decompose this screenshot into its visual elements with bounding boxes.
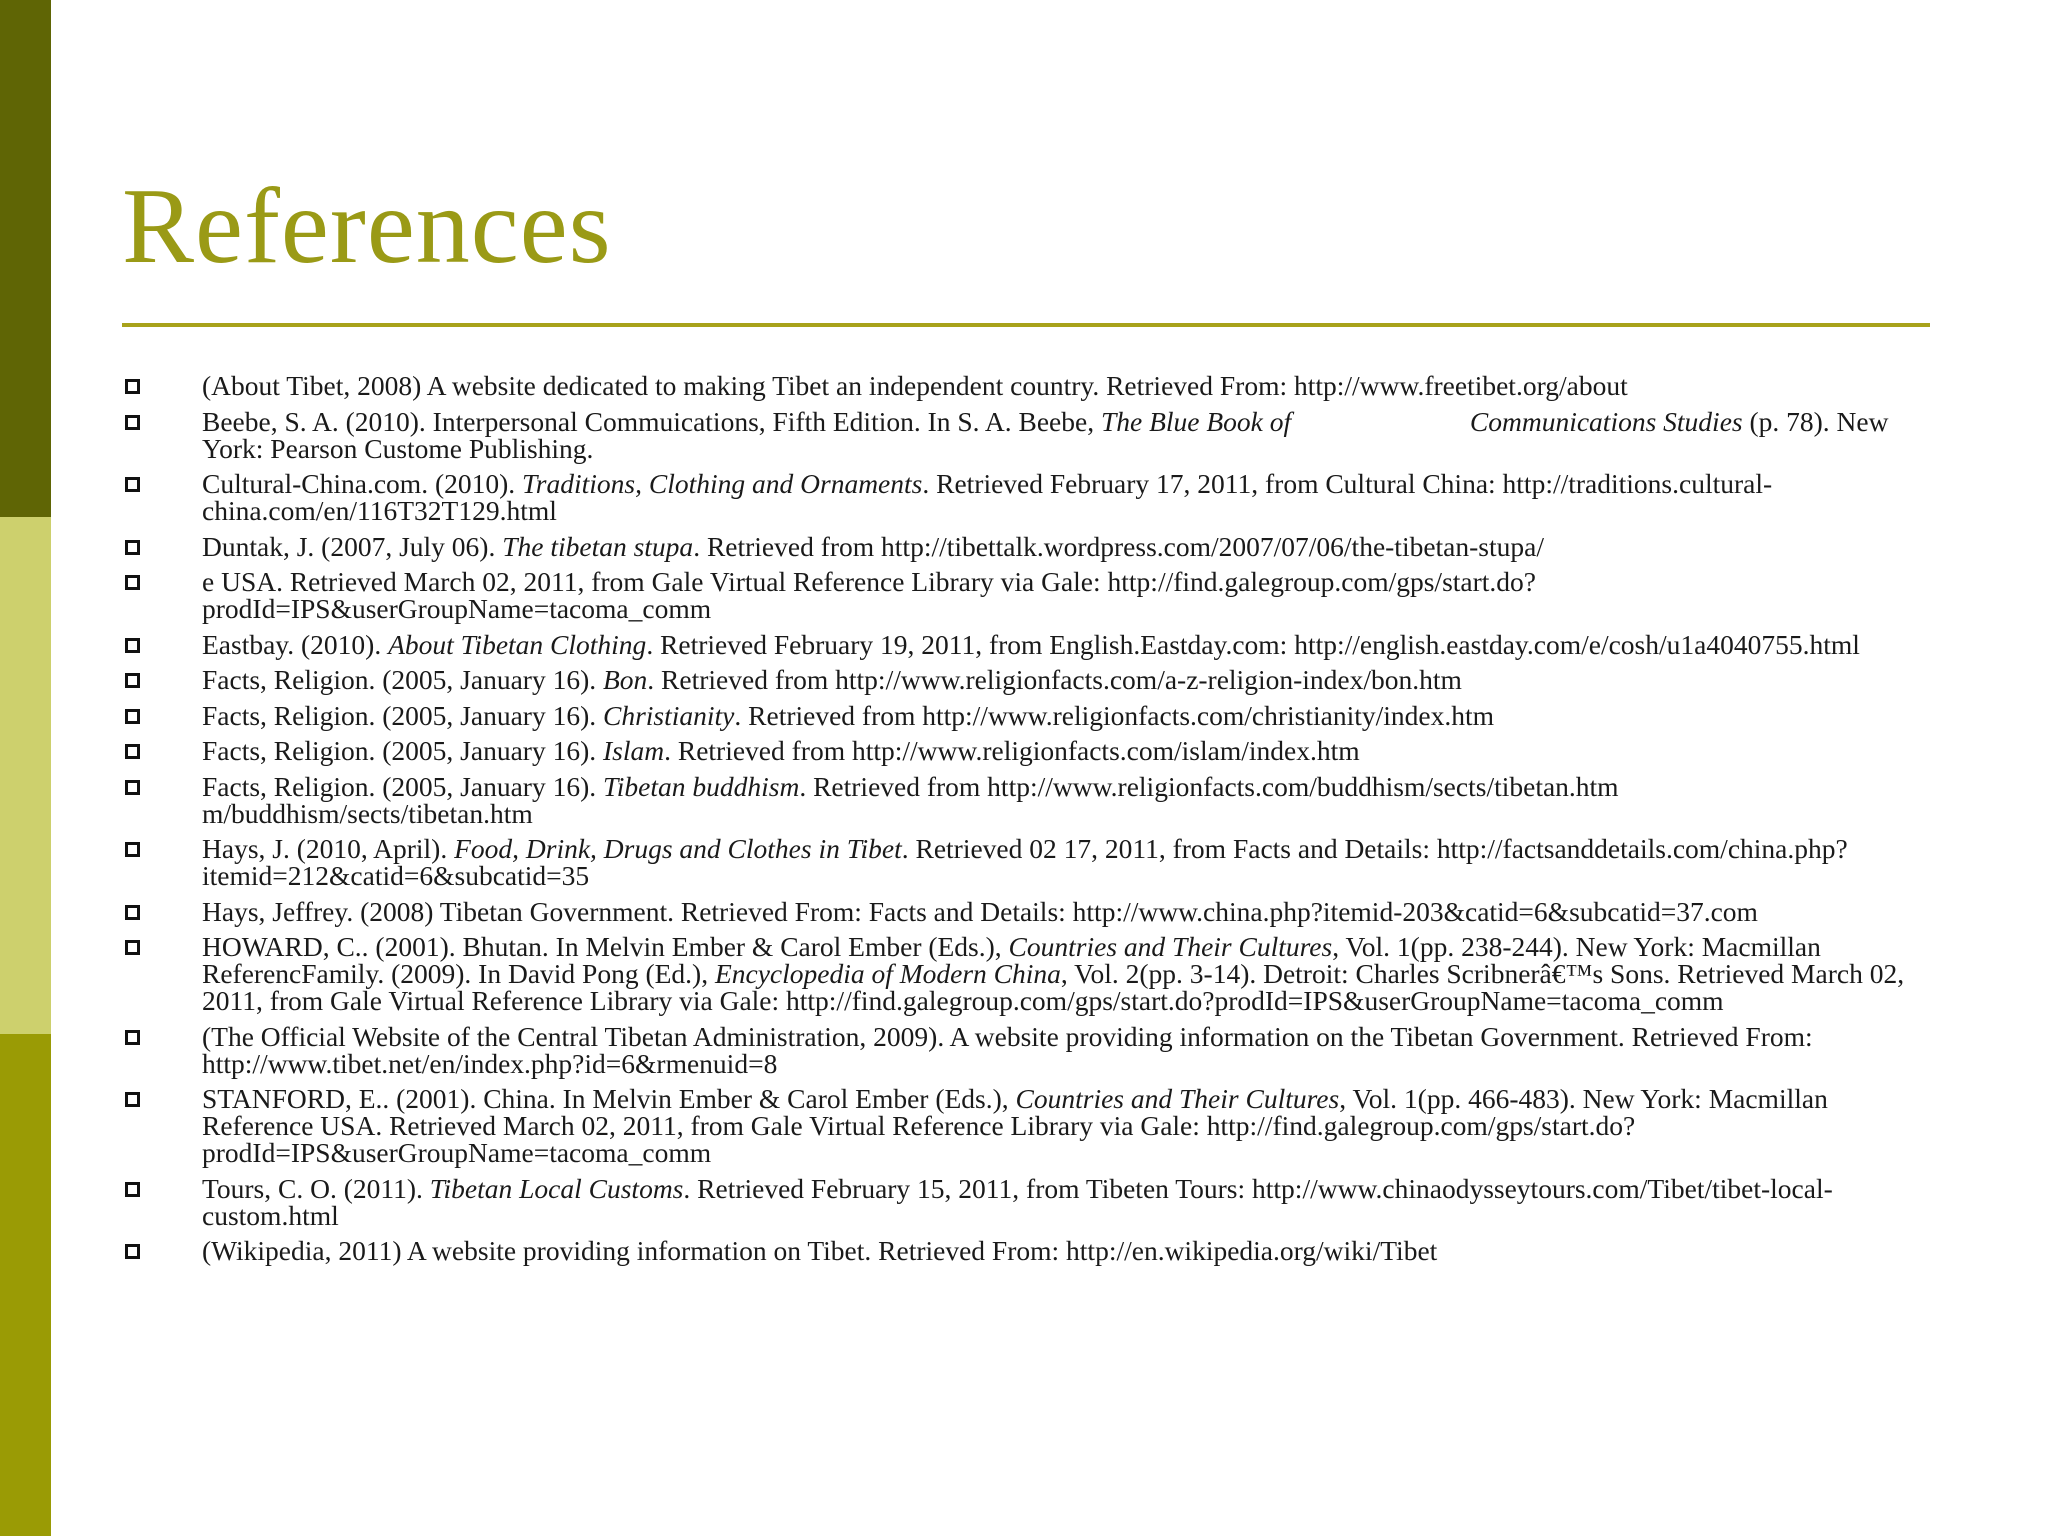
- square-bullet-icon: [125, 1182, 140, 1197]
- reference-text: Beebe, S. A. (2010). Interpersonal Commuications, Fifth Edition. In S. A. Beebe, The Blue Book of Communications Studies (p. 78). New York: Pearson Custome Publishing.: [202, 405, 1889, 464]
- reference-text: Cultural-China.com. (2010). Traditions, Clothing and Ornaments. Retrieved February 17, 2011, from Cultural China: http://traditions.cultural-china.com/en/116T32T129.html: [202, 468, 1773, 526]
- reference-text: (The Official Website of the Central Tibetan Administration, 2009). A website providing information on the Tibetan Government. Retrieved From: http://www.tibet.net/en/index.php?id=6&rmenuid=8: [202, 1020, 1813, 1079]
- sidebar-accent-middle: [0, 517, 51, 1034]
- reference-item: [118, 372, 1936, 399]
- square-bullet-icon: [125, 540, 140, 555]
- square-bullet-icon: [125, 673, 140, 688]
- square-bullet-icon: [125, 1244, 140, 1259]
- square-bullet-icon: [125, 415, 140, 430]
- reference-item: [118, 895, 1936, 927]
- reference-item: [118, 933, 1936, 1014]
- reference-item: [118, 666, 1936, 693]
- square-bullet-icon: [125, 575, 140, 590]
- sidebar-accent-bottom: [0, 1034, 51, 1536]
- reference-text: Facts, Religion. (2005, January 16). Bon. Retrieved from http://www.religionfacts.com/a-z-religion-index/bon.htm: [202, 664, 1462, 695]
- reference-item: [118, 530, 1936, 562]
- reference-text: e USA. Retrieved March 02, 2011, from Gale Virtual Reference Library via Gale: http://find.galegroup.com/gps/start.do?prodId=IPS&userGroupName=tacoma_comm: [202, 566, 1536, 624]
- square-bullet-icon: [125, 905, 140, 920]
- reference-text: Facts, Religion. (2005, January 16). Christianity. Retrieved from http://www.religionfacts.com/christianity/index.htm: [202, 699, 1495, 731]
- reference-item: [118, 737, 1936, 764]
- reference-text: (Wikipedia, 2011) A website providing information on Tibet. Retrieved From: http://en.wikipedia.org/wiki/Tibet: [202, 1235, 1438, 1266]
- square-bullet-icon: [125, 842, 140, 857]
- square-bullet-icon: [125, 1092, 140, 1107]
- square-bullet-icon: [125, 1030, 140, 1045]
- square-bullet-icon: [125, 709, 140, 724]
- reference-text: Facts, Religion. (2005, January 16). Islam. Retrieved from http://www.religionfacts.com/islam/index.htm: [202, 735, 1360, 766]
- reference-text: Hays, Jeffrey. (2008) Tibetan Government. Retrieved From: Facts and Details: http://www.china.php?itemid-203&catid=6&subcatid=37.com: [202, 895, 1758, 927]
- reference-item: [118, 628, 1936, 660]
- square-bullet-icon: [125, 940, 140, 955]
- reference-list: [118, 372, 1936, 1273]
- square-bullet-icon: [125, 638, 140, 653]
- reference-item: [118, 770, 1936, 829]
- reference-item: [118, 470, 1936, 524]
- reference-text: HOWARD, C.. (2001). Bhutan. In Melvin Ember & Carol Ember (Eds.), Countries and Their Cultures, Vol. 1(pp. 238-244). New York: Macmillan ReferencFamily. (2009). In David Pong (Ed.), Encyclopedia of Modern China, Vol. 2(pp. 3-14). Detroit: Charles Scribnerâ€™s Sons. Retrieved March 02, 2011, from Gale Virtual Reference Library via Gale: http://find.galegroup.com/gps/start.do?prodId=IPS&userGroupName=tacoma_comm: [202, 931, 1905, 1016]
- reference-text: Tours, C. O. (2011). Tibetan Local Customs. Retrieved February 15, 2011, from Tibeten Tours: http://www.chinaodysseytours.com/Tibet/tibet-local-custom.html: [202, 1172, 1833, 1231]
- reference-item: [118, 1172, 1936, 1231]
- square-bullet-icon: [125, 477, 140, 492]
- reference-item: [118, 835, 1936, 889]
- reference-text: Hays, J. (2010, April). Food, Drink, Drugs and Clothes in Tibet. Retrieved 02 17, 2011, from Facts and Details: http://factsanddetails.com/china.php?itemid=212&catid=6&subcatid=35: [202, 833, 1848, 891]
- reference-item: [118, 405, 1936, 464]
- reference-item: [118, 1020, 1936, 1079]
- reference-item: [118, 699, 1936, 731]
- title-divider: [122, 323, 1930, 327]
- reference-text: (About Tibet, 2008) A website dedicated to making Tibet an independent country. Retrieved From: http://www.freetibet.org/about: [202, 370, 1628, 401]
- square-bullet-icon: [125, 780, 140, 795]
- square-bullet-icon: [125, 379, 140, 394]
- reference-text: Duntak, J. (2007, July 06). The tibetan stupa. Retrieved from http://tibettalk.wordpress.com/2007/07/06/the-tibetan-stupa/: [202, 530, 1544, 562]
- sidebar-accent-top: [0, 0, 51, 517]
- reference-item: [118, 568, 1936, 622]
- slide-title: References: [122, 167, 612, 286]
- square-bullet-icon: [125, 744, 140, 759]
- reference-item: [118, 1085, 1936, 1166]
- reference-item: [118, 1237, 1936, 1264]
- reference-text: Eastbay. (2010). About Tibetan Clothing. Retrieved February 19, 2011, from English.Eastday.com: http://english.eastday.com/e/cosh/u1a4040755.html: [202, 628, 1860, 660]
- reference-text: Facts, Religion. (2005, January 16). Tibetan buddhism. Retrieved from http://www.religionfacts.com/buddhism/sects/tibetan.htm m/buddhism/sects/tibetan.htm: [202, 770, 1619, 829]
- reference-text: STANFORD, E.. (2001). China. In Melvin Ember & Carol Ember (Eds.), Countries and Their Cultures, Vol. 1(pp. 466-483). New York: Macmillan Reference USA. Retrieved March 02, 2011, from Gale Virtual Reference Library via Gale: http://find.galegroup.com/gps/start.do?prodId=IPS&userGroupName=tacoma_comm: [202, 1083, 1828, 1168]
